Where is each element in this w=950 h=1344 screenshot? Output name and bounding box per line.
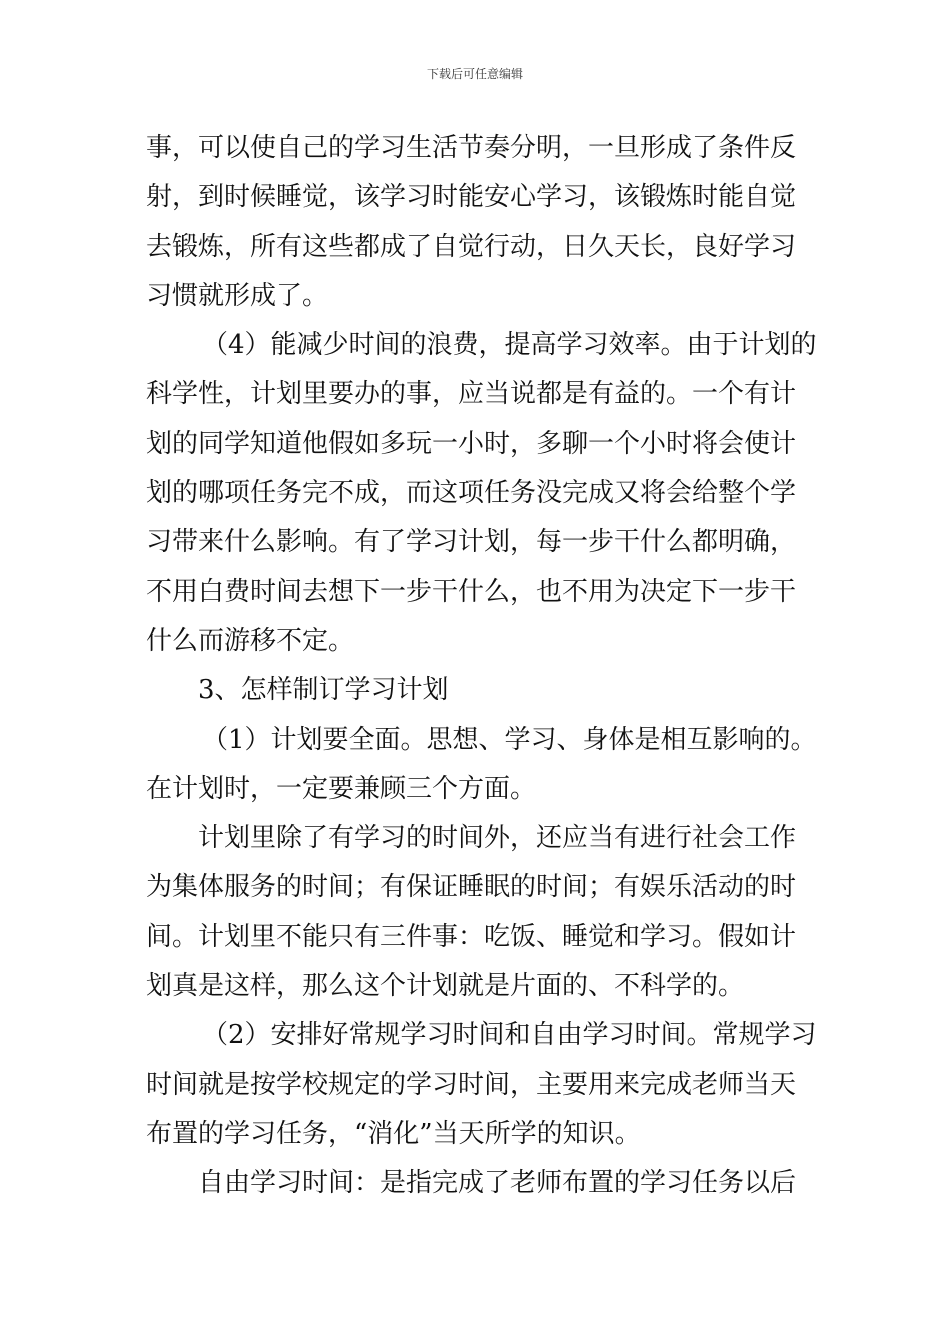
text-line: 划真是这样，那么这个计划就是片面的、不科学的。 <box>146 971 745 1002</box>
paragraph-start: （2）安排好常规学习时间和自由学习时间。常规学习 <box>202 1020 817 1051</box>
paragraph-start: 计划里除了有学习的时间外，还应当有进行社会工作 <box>198 823 797 854</box>
text-line: 划的哪项任务完不成，而这项任务没完成又将会给整个学 <box>146 478 797 509</box>
text-line: 间。计划里不能只有三件事：吃饭、睡觉和学习。假如计 <box>146 921 797 952</box>
page-header: 下载后可任意编辑 <box>426 67 523 81</box>
text-line: 在计划时，一定要兼顾三个方面。 <box>146 773 537 804</box>
text-line: 习带来什么影响。有了学习计划，每一步干什么都明确， <box>146 527 797 558</box>
section-heading: 3、怎样制订学习计划 <box>198 675 449 706</box>
text-line: 什么而游移不定。 <box>146 625 355 656</box>
paragraph-start: （1）计划要全面。思想、学习、身体是相互影响的。 <box>202 724 817 755</box>
text-line: 射，到时候睡觉，该学习时能安心学习，该锻炼时能自觉 <box>146 182 797 213</box>
text-line: 布置的学习任务，“消化”当天所学的知识。 <box>146 1118 641 1149</box>
text-line: 时间就是按学校规定的学习时间，主要用来完成老师当天 <box>146 1069 797 1100</box>
document-body <box>146 124 817 1209</box>
text-line: 习惯就形成了。 <box>146 280 329 311</box>
text-line: 划的同学知道他假如多玩一小时，多聊一个小时将会使计 <box>146 428 797 459</box>
paragraph-start: （4）能减少时间的浪费，提高学习效率。由于计划的 <box>202 330 817 361</box>
text-line: 去锻炼，所有这些都成了自觉行动，日久天长，良好学习 <box>146 231 797 262</box>
paragraph-start: 自由学习时间：是指完成了老师布置的学习任务以后 <box>198 1168 797 1199</box>
text-line: 事，可以使自己的学习生活节奏分明，一旦形成了条件反 <box>146 133 797 163</box>
text-line: 为集体服务的时间；有保证睡眠的时间；有娱乐活动的时 <box>146 872 797 903</box>
text-line: 不用白费时间去想下一步干什么，也不用为决定下一步干 <box>146 576 797 607</box>
text-line: 科学性，计划里要办的事，应当说都是有益的。一个有计 <box>146 379 797 410</box>
